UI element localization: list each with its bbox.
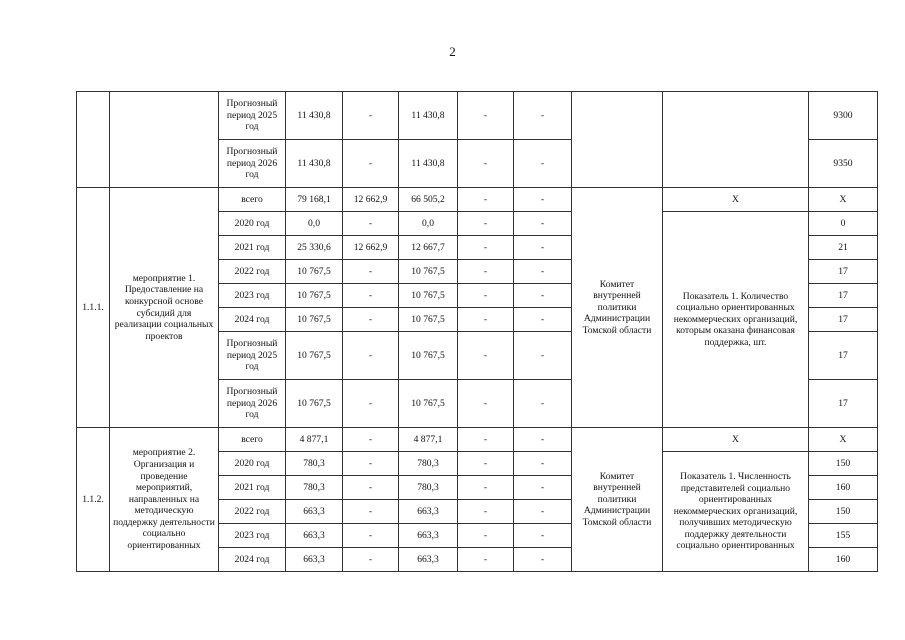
period-cell: Прогнозный период 2025 год bbox=[219, 92, 286, 140]
period-cell: 2024 год bbox=[219, 548, 286, 572]
federal-cell: - bbox=[343, 476, 399, 500]
federal-cell: - bbox=[343, 284, 399, 308]
period-cell: 2023 год bbox=[219, 524, 286, 548]
period-cell: 2024 год bbox=[219, 308, 286, 332]
other-cell: - bbox=[514, 140, 572, 188]
other-cell: - bbox=[514, 428, 572, 452]
total-cell: 10 767,5 bbox=[286, 308, 343, 332]
regional-cell: 663,3 bbox=[399, 500, 458, 524]
total-cell: 4 877,1 bbox=[286, 428, 343, 452]
other-cell: - bbox=[514, 188, 572, 212]
value-cell: 17 bbox=[809, 332, 878, 380]
total-cell: 79 168,1 bbox=[286, 188, 343, 212]
period-cell: всего bbox=[219, 188, 286, 212]
period-cell: 2023 год bbox=[219, 284, 286, 308]
total-cell: 780,3 bbox=[286, 452, 343, 476]
total-cell: 10 767,5 bbox=[286, 332, 343, 380]
value-head-cell: Х bbox=[809, 428, 878, 452]
value-cell: 0 bbox=[809, 212, 878, 236]
other-cell: - bbox=[514, 332, 572, 380]
period-cell: Прогнозный период 2026 год bbox=[219, 380, 286, 428]
regional-cell: 780,3 bbox=[399, 476, 458, 500]
total-cell: 10 767,5 bbox=[286, 380, 343, 428]
total-cell: 663,3 bbox=[286, 548, 343, 572]
other-cell: - bbox=[514, 308, 572, 332]
period-cell: 2020 год bbox=[219, 212, 286, 236]
table-row bbox=[77, 188, 878, 212]
period-cell: 2022 год bbox=[219, 260, 286, 284]
federal-cell: - bbox=[343, 332, 399, 380]
federal-cell: - bbox=[343, 428, 399, 452]
value-cell: 155 bbox=[809, 524, 878, 548]
other-cell: - bbox=[514, 452, 572, 476]
other-cell: - bbox=[514, 548, 572, 572]
federal-cell: - bbox=[343, 140, 399, 188]
value-cell: 150 bbox=[809, 500, 878, 524]
other-cell: - bbox=[514, 476, 572, 500]
federal-cell: - bbox=[343, 380, 399, 428]
federal-cell: 12 662,9 bbox=[343, 188, 399, 212]
other-cell: - bbox=[514, 524, 572, 548]
regional-cell: 11 430,8 bbox=[399, 92, 458, 140]
regional-cell: 10 767,5 bbox=[399, 284, 458, 308]
total-cell: 10 767,5 bbox=[286, 260, 343, 284]
total-cell: 25 330,6 bbox=[286, 236, 343, 260]
local-cell: - bbox=[458, 548, 514, 572]
regional-cell: 663,3 bbox=[399, 548, 458, 572]
period-cell: Прогнозный период 2025 год bbox=[219, 332, 286, 380]
period-cell: 2022 год bbox=[219, 500, 286, 524]
other-cell: - bbox=[514, 212, 572, 236]
other-cell: - bbox=[514, 236, 572, 260]
regional-cell: 10 767,5 bbox=[399, 260, 458, 284]
local-cell: - bbox=[458, 332, 514, 380]
program-table bbox=[76, 91, 878, 572]
local-cell: - bbox=[458, 284, 514, 308]
value-cell: 17 bbox=[809, 284, 878, 308]
period-cell: всего bbox=[219, 428, 286, 452]
indicator-cell: Показатель 1. Количество социально ориентированных некоммерческих организаций, которым оказана финансовая поддержка, шт. bbox=[663, 212, 809, 428]
regional-cell: 10 767,5 bbox=[399, 308, 458, 332]
local-cell: - bbox=[458, 212, 514, 236]
other-cell: - bbox=[514, 92, 572, 140]
federal-cell: - bbox=[343, 212, 399, 236]
code-cell: 1.1.2. bbox=[77, 428, 110, 572]
regional-cell: 10 767,5 bbox=[399, 380, 458, 428]
other-cell: - bbox=[514, 260, 572, 284]
value-cell: 17 bbox=[809, 260, 878, 284]
local-cell: - bbox=[458, 428, 514, 452]
page-number: 2 bbox=[449, 44, 456, 59]
federal-cell: - bbox=[343, 92, 399, 140]
value-head-cell: Х bbox=[809, 188, 878, 212]
executor-cell: Комитет внутренней политики Администрации Томской области bbox=[572, 428, 663, 572]
value-cell: 9300 bbox=[809, 92, 878, 140]
local-cell: - bbox=[458, 92, 514, 140]
regional-cell: 0,0 bbox=[399, 212, 458, 236]
federal-cell: - bbox=[343, 500, 399, 524]
indicator-cell bbox=[663, 92, 809, 188]
value-cell: 160 bbox=[809, 548, 878, 572]
total-cell: 11 430,8 bbox=[286, 92, 343, 140]
value-cell: 160 bbox=[809, 476, 878, 500]
federal-cell: - bbox=[343, 524, 399, 548]
regional-cell: 12 667,7 bbox=[399, 236, 458, 260]
total-cell: 0,0 bbox=[286, 212, 343, 236]
total-cell: 780,3 bbox=[286, 476, 343, 500]
indicator-head-cell: Х bbox=[663, 188, 809, 212]
name-cell: мероприятие 2. Организация и проведение мероприятий, направленных на методическую поддержку деятельности социально ориентированных bbox=[110, 428, 219, 572]
other-cell: - bbox=[514, 500, 572, 524]
other-cell: - bbox=[514, 380, 572, 428]
code-cell: 1.1.1. bbox=[77, 188, 110, 428]
regional-cell: 10 767,5 bbox=[399, 332, 458, 380]
regional-cell: 66 505,2 bbox=[399, 188, 458, 212]
code-cell bbox=[77, 92, 110, 188]
other-cell: - bbox=[514, 284, 572, 308]
total-cell: 663,3 bbox=[286, 524, 343, 548]
name-cell: мероприятие 1. Предоставление на конкурсной основе субсидий для реализации социальных проектов bbox=[110, 188, 219, 428]
value-cell: 150 bbox=[809, 452, 878, 476]
regional-cell: 4 877,1 bbox=[399, 428, 458, 452]
total-cell: 10 767,5 bbox=[286, 284, 343, 308]
local-cell: - bbox=[458, 260, 514, 284]
local-cell: - bbox=[458, 524, 514, 548]
executor-cell bbox=[572, 92, 663, 188]
table-row bbox=[77, 92, 878, 140]
regional-cell: 663,3 bbox=[399, 524, 458, 548]
total-cell: 11 430,8 bbox=[286, 140, 343, 188]
local-cell: - bbox=[458, 140, 514, 188]
value-cell: 21 bbox=[809, 236, 878, 260]
value-cell: 17 bbox=[809, 380, 878, 428]
table-row bbox=[77, 428, 878, 452]
name-cell bbox=[110, 92, 219, 188]
value-cell: 9350 bbox=[809, 140, 878, 188]
regional-cell: 780,3 bbox=[399, 452, 458, 476]
federal-cell: - bbox=[343, 452, 399, 476]
period-cell: 2021 год bbox=[219, 236, 286, 260]
indicator-head-cell: Х bbox=[663, 428, 809, 452]
local-cell: - bbox=[458, 476, 514, 500]
local-cell: - bbox=[458, 500, 514, 524]
period-cell: Прогнозный период 2026 год bbox=[219, 140, 286, 188]
indicator-cell: Показатель 1. Численность представителей социально ориентированных некоммерческих организаций, получивших методическую поддержку деятельности социально ориентированных bbox=[663, 452, 809, 572]
federal-cell: - bbox=[343, 260, 399, 284]
federal-cell: - bbox=[343, 308, 399, 332]
local-cell: - bbox=[458, 380, 514, 428]
local-cell: - bbox=[458, 308, 514, 332]
period-cell: 2021 год bbox=[219, 476, 286, 500]
period-cell: 2020 год bbox=[219, 452, 286, 476]
local-cell: - bbox=[458, 188, 514, 212]
local-cell: - bbox=[458, 452, 514, 476]
local-cell: - bbox=[458, 236, 514, 260]
value-cell: 17 bbox=[809, 308, 878, 332]
total-cell: 663,3 bbox=[286, 500, 343, 524]
regional-cell: 11 430,8 bbox=[399, 140, 458, 188]
federal-cell: - bbox=[343, 548, 399, 572]
executor-cell: Комитет внутренней политики Администрации Томской области bbox=[572, 188, 663, 428]
federal-cell: 12 662,9 bbox=[343, 236, 399, 260]
